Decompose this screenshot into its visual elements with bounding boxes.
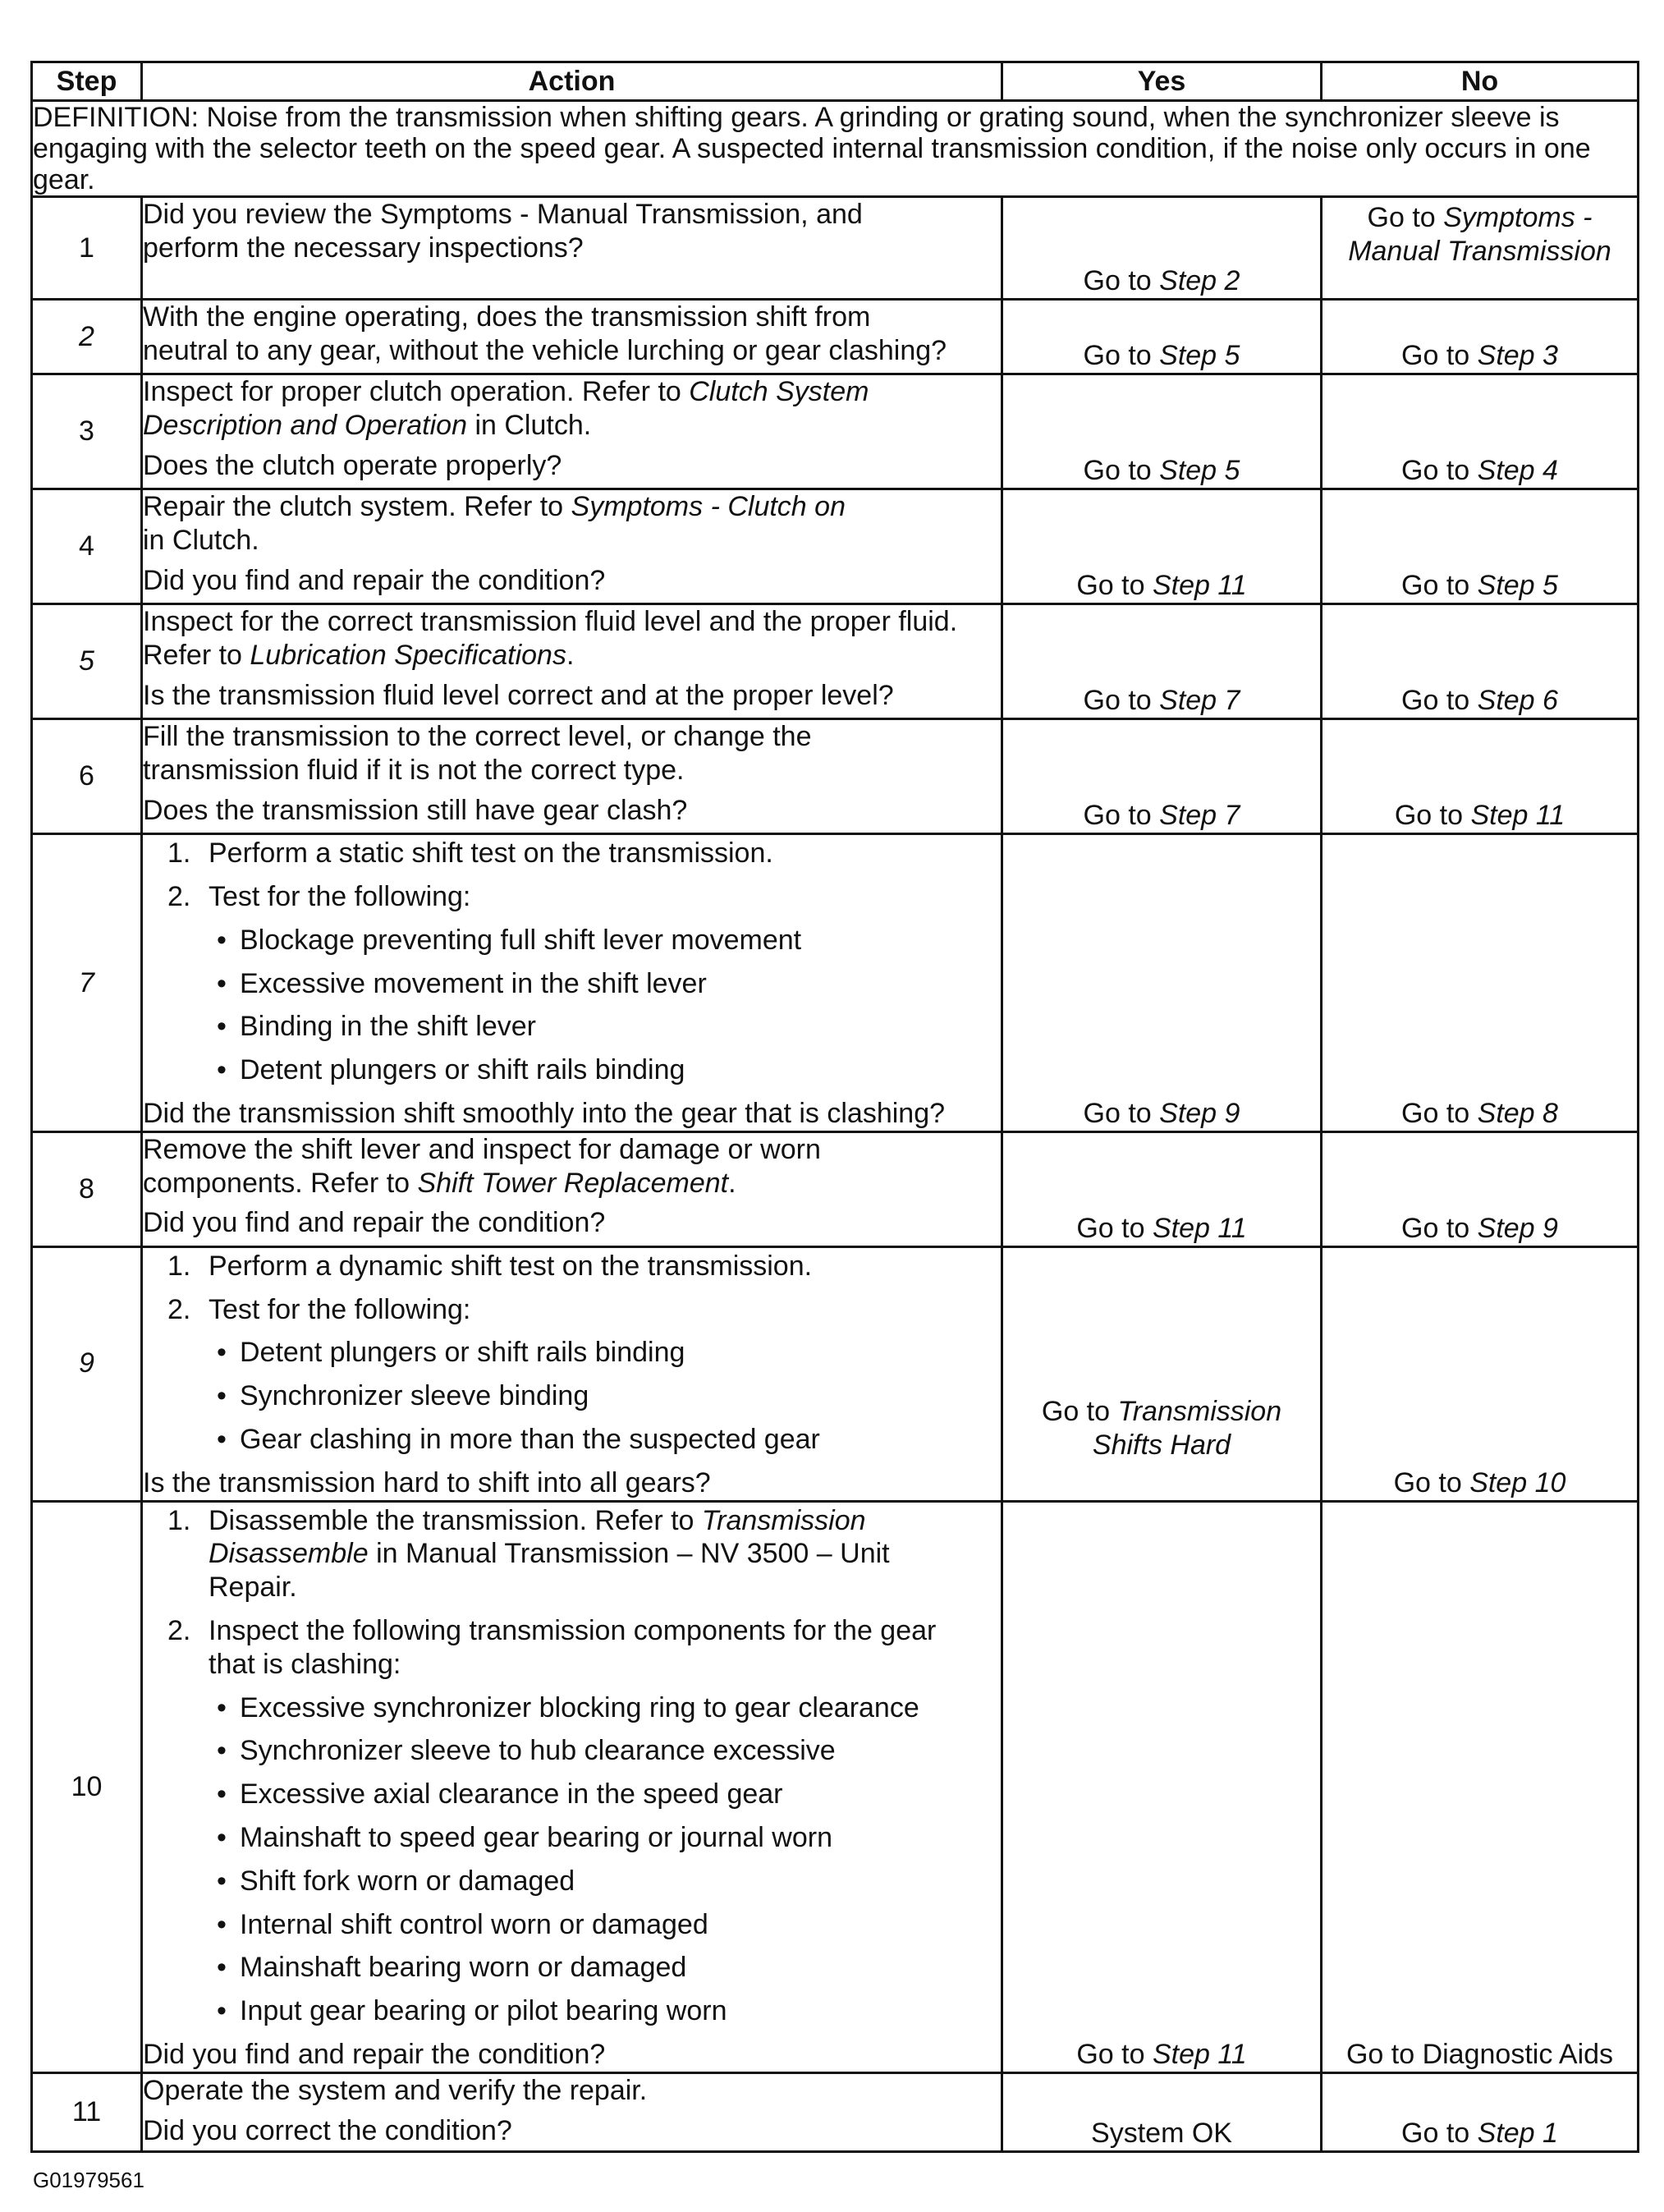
yes-cell[interactable]: [1002, 719, 1322, 834]
no-prefix: Go to: [1401, 685, 1478, 717]
action-text: Refer to: [143, 640, 250, 672]
yes-link[interactable]: Step 2: [1159, 265, 1240, 297]
yes-cell[interactable]: [1002, 604, 1322, 719]
yes-link[interactable]: Step 11: [1152, 1213, 1247, 1245]
numbered-item: 1. Disassemble the transmission. Refer to Transmission Disassemble in Manual Transmission – NV 3500 – Unit Repair.: [167, 1504, 890, 1604]
no-prefix: Go to: [1367, 202, 1444, 234]
numbered-item: 2. Test for the following:: [167, 1293, 471, 1325]
no-link-cont[interactable]: Manual Transmission: [1348, 236, 1611, 268]
bullet-item: • Blockage preventing full shift lever movement: [217, 924, 802, 956]
diagnostic-table: [30, 61, 1639, 2153]
step-number: 6: [32, 719, 142, 834]
step-number: 10: [32, 1501, 142, 2072]
table-row-step-5: [32, 604, 1639, 719]
table-row-step-9: [32, 1246, 1639, 1501]
action-question: Did you correct the condition?: [143, 2114, 512, 2146]
action-cell: [142, 374, 1002, 489]
diagnostic-table-sheet: [30, 61, 1637, 2153]
no-cell[interactable]: [1322, 489, 1639, 604]
step-number: 9: [32, 1246, 142, 1501]
action-cell: [142, 2072, 1002, 2151]
bullet-item: • Input gear bearing or pilot bearing worn: [217, 1995, 727, 2027]
no-link[interactable]: Step 6: [1477, 685, 1558, 717]
no-prefix: Go to: [1401, 570, 1478, 602]
no-link[interactable]: Symptoms -: [1443, 202, 1593, 234]
no-cell[interactable]: [1322, 1501, 1639, 2072]
no-prefix: Go to: [1393, 1466, 1470, 1498]
action-question: Did you find and repair the condition?: [143, 2038, 606, 2070]
header-no: No: [1322, 62, 1639, 101]
no-prefix: Go to: [1401, 2117, 1478, 2149]
action-text: Operate the system and verify the repair.: [143, 2074, 648, 2106]
action-question: Did you find and repair the condition?: [143, 564, 606, 596]
yes-cell[interactable]: [1002, 197, 1322, 300]
bullet-item: • Gear clashing in more than the suspected gear: [217, 1424, 820, 1455]
table-row-step-2: [32, 300, 1639, 374]
action-text-end: .: [566, 640, 575, 672]
step-number: 7: [32, 834, 142, 1132]
no-prefix: Go to: [1401, 1098, 1478, 1130]
action-link[interactable]: Description and Operation: [143, 410, 468, 442]
yes-cell[interactable]: [1002, 1501, 1322, 2072]
bullet-item: • Internal shift control worn or damaged: [217, 1908, 708, 1940]
action-question: Does the transmission still have gear clash?: [143, 794, 688, 826]
action-line: perform the necessary inspections?: [143, 232, 584, 264]
yes-prefix: Go to: [1041, 1396, 1118, 1427]
bullet-item: • Mainshaft bearing worn or damaged: [217, 1952, 687, 1984]
action-text: Repair the clutch system. Refer to: [143, 491, 571, 523]
no-link[interactable]: Step 8: [1477, 1098, 1558, 1130]
action-link[interactable]: Transmission: [701, 1504, 866, 1536]
header-step: Step: [32, 62, 142, 101]
no-cell[interactable]: [1322, 719, 1639, 834]
bullet-item: • Mainshaft to speed gear bearing or journal worn: [217, 1821, 832, 1853]
bullet-item: • Synchronizer sleeve to hub clearance excessive: [217, 1735, 836, 1767]
yes-cell: [1002, 2072, 1322, 2151]
yes-cell[interactable]: [1002, 489, 1322, 604]
action-text: in Clutch.: [467, 410, 592, 442]
yes-prefix: Go to: [1083, 340, 1160, 372]
action-text: components. Refer to: [143, 1167, 418, 1199]
action-link[interactable]: Disassemble: [209, 1538, 369, 1570]
no-link[interactable]: Step 9: [1477, 1213, 1558, 1245]
step-number: 5: [32, 604, 142, 719]
yes-link-cont[interactable]: Shifts Hard: [1092, 1429, 1231, 1461]
yes-cell[interactable]: [1002, 374, 1322, 489]
action-text: Remove the shift lever and inspect for damage or worn: [143, 1133, 821, 1165]
step-number: 11: [32, 2072, 142, 2151]
bullet-item: • Synchronizer sleeve binding: [217, 1380, 589, 1412]
no-link[interactable]: Step 3: [1477, 340, 1558, 372]
yes-cell[interactable]: [1002, 300, 1322, 374]
bullet-item: • Shift fork worn or damaged: [217, 1865, 575, 1897]
action-text: Inspect for proper clutch operation. Refer to: [143, 376, 690, 408]
yes-link[interactable]: Step 7: [1159, 685, 1240, 717]
action-cell: [142, 1131, 1002, 1246]
yes-cell[interactable]: [1002, 1246, 1322, 1501]
definition-row: [32, 101, 1639, 197]
numbered-item: 2. Inspect the following transmission components for the gear that is clashing:: [167, 1614, 937, 1680]
step-number: 8: [32, 1131, 142, 1246]
action-text: Inspect for the correct transmission fluid level and the proper fluid.: [143, 606, 958, 638]
yes-cell[interactable]: [1002, 1131, 1322, 1246]
no-cell[interactable]: [1322, 1131, 1639, 1246]
action-cell: [142, 197, 1002, 300]
yes-link[interactable]: Step 11: [1152, 2038, 1247, 2070]
yes-link[interactable]: Step 9: [1159, 1098, 1240, 1130]
action-link[interactable]: Shift Tower Replacement: [417, 1167, 729, 1199]
no-cell[interactable]: [1322, 1246, 1639, 1501]
action-question: Is the transmission fluid level correct and at the proper level?: [143, 679, 894, 711]
table-row-step-6: [32, 719, 1639, 834]
no-prefix: Go to: [1401, 340, 1478, 372]
action-question: Did the transmission shift smoothly into the gear that is clashing?: [143, 1098, 946, 1130]
table-row-step-1: [32, 197, 1639, 300]
table-row-step-7: [32, 834, 1639, 1132]
step-number: 2: [32, 300, 142, 374]
yes-text: System OK: [1091, 2117, 1232, 2149]
no-prefix: Go to: [1401, 455, 1478, 487]
yes-prefix: Go to: [1076, 570, 1153, 602]
action-cell: [142, 300, 1002, 374]
action-cell: [142, 719, 1002, 834]
yes-prefix: Go to: [1083, 455, 1160, 487]
table-row-step-3: [32, 374, 1639, 489]
no-prefix: Go to: [1394, 800, 1471, 832]
numbered-item: 1. Perform a dynamic shift test on the transmission.: [167, 1250, 813, 1282]
action-link[interactable]: Symptoms - Clutch on: [571, 491, 846, 523]
no-link[interactable]: Go to Diagnostic Aids: [1345, 2038, 1614, 2070]
no-link[interactable]: Step 4: [1477, 455, 1558, 487]
action-question: Does the clutch operate properly?: [143, 449, 562, 481]
numbered-item: 2. Test for the following:: [167, 881, 471, 913]
action-cell: [142, 604, 1002, 719]
header-row: [32, 62, 1639, 101]
bullet-item: • Excessive movement in the shift lever: [217, 967, 707, 999]
action-text: transmission fluid if it is not the correct type.: [143, 755, 685, 787]
no-link[interactable]: Step 11: [1470, 800, 1565, 832]
bullet-item: • Detent plungers or shift rails binding: [217, 1054, 685, 1086]
table-row-step-8: [32, 1131, 1639, 1246]
action-cell: [142, 489, 1002, 604]
action-text-end: .: [728, 1167, 736, 1199]
step-number: 3: [32, 374, 142, 489]
yes-prefix: Go to: [1076, 2038, 1153, 2070]
table-row-step-10: [32, 1501, 1639, 2072]
definition-text: DEFINITION: Noise from the transmission when shifting gears. A grinding or grating sound, when the synchronizer sleeve is engaging with the selector teeth on the speed gear. A suspected internal transmission condition, if the noise only occurs in one gear.: [32, 101, 1639, 197]
yes-cell[interactable]: [1002, 834, 1322, 1132]
yes-prefix: Go to: [1076, 1213, 1153, 1245]
bullet-item: • Excessive axial clearance in the speed gear: [217, 1778, 783, 1810]
no-link[interactable]: Step 10: [1469, 1466, 1566, 1498]
numbered-item: 1. Perform a static shift test on the transmission.: [167, 838, 773, 870]
no-cell[interactable]: [1322, 197, 1639, 300]
figure-id: G01979561: [33, 2168, 144, 2192]
action-cell: [142, 1501, 1002, 2072]
action-line: With the engine operating, does the transmission shift from: [143, 301, 871, 333]
yes-link[interactable]: Step 5: [1159, 455, 1240, 487]
action-line: neutral to any gear, without the vehicle lurching or gear clashing?: [143, 335, 947, 367]
bullet-item: • Binding in the shift lever: [217, 1011, 536, 1043]
no-link[interactable]: Step 5: [1477, 570, 1558, 602]
step-number: 4: [32, 489, 142, 604]
no-prefix: Go to: [1401, 1213, 1478, 1245]
action-text: in Clutch.: [143, 525, 259, 557]
bullet-item: • Detent plungers or shift rails binding: [217, 1337, 685, 1369]
yes-link[interactable]: Step 7: [1159, 800, 1240, 832]
yes-link[interactable]: Transmission: [1117, 1396, 1282, 1427]
table-row-step-4: [32, 489, 1639, 604]
no-link[interactable]: Step 1: [1477, 2117, 1558, 2149]
action-link[interactable]: Lubrication Specifications: [250, 640, 566, 672]
header-action: Action: [142, 62, 1002, 101]
header-yes: Yes: [1002, 62, 1322, 101]
action-line: Did you review the Symptoms - Manual Transmission, and: [143, 199, 863, 231]
action-text: Fill the transmission to the correct level, or change the: [143, 721, 812, 753]
no-cell[interactable]: [1322, 300, 1639, 374]
no-cell[interactable]: [1322, 2072, 1639, 2151]
yes-prefix: Go to: [1083, 800, 1160, 832]
yes-prefix: Go to: [1083, 265, 1160, 297]
yes-link[interactable]: Step 5: [1159, 340, 1240, 372]
bullet-item: • Excessive synchronizer blocking ring to gear clearance: [217, 1691, 919, 1723]
step-number: 1: [32, 197, 142, 300]
table-row-step-11: [32, 2072, 1639, 2151]
yes-prefix: Go to: [1083, 1098, 1160, 1130]
no-cell[interactable]: [1322, 604, 1639, 719]
no-cell[interactable]: [1322, 834, 1639, 1132]
no-cell[interactable]: [1322, 374, 1639, 489]
action-question: Is the transmission hard to shift into all gears?: [143, 1466, 711, 1498]
action-link[interactable]: Clutch System: [689, 376, 869, 408]
action-question: Did you find and repair the condition?: [143, 1207, 606, 1239]
yes-link[interactable]: Step 11: [1152, 570, 1247, 602]
action-cell: [142, 834, 1002, 1132]
action-cell: [142, 1246, 1002, 1501]
yes-prefix: Go to: [1083, 685, 1160, 717]
